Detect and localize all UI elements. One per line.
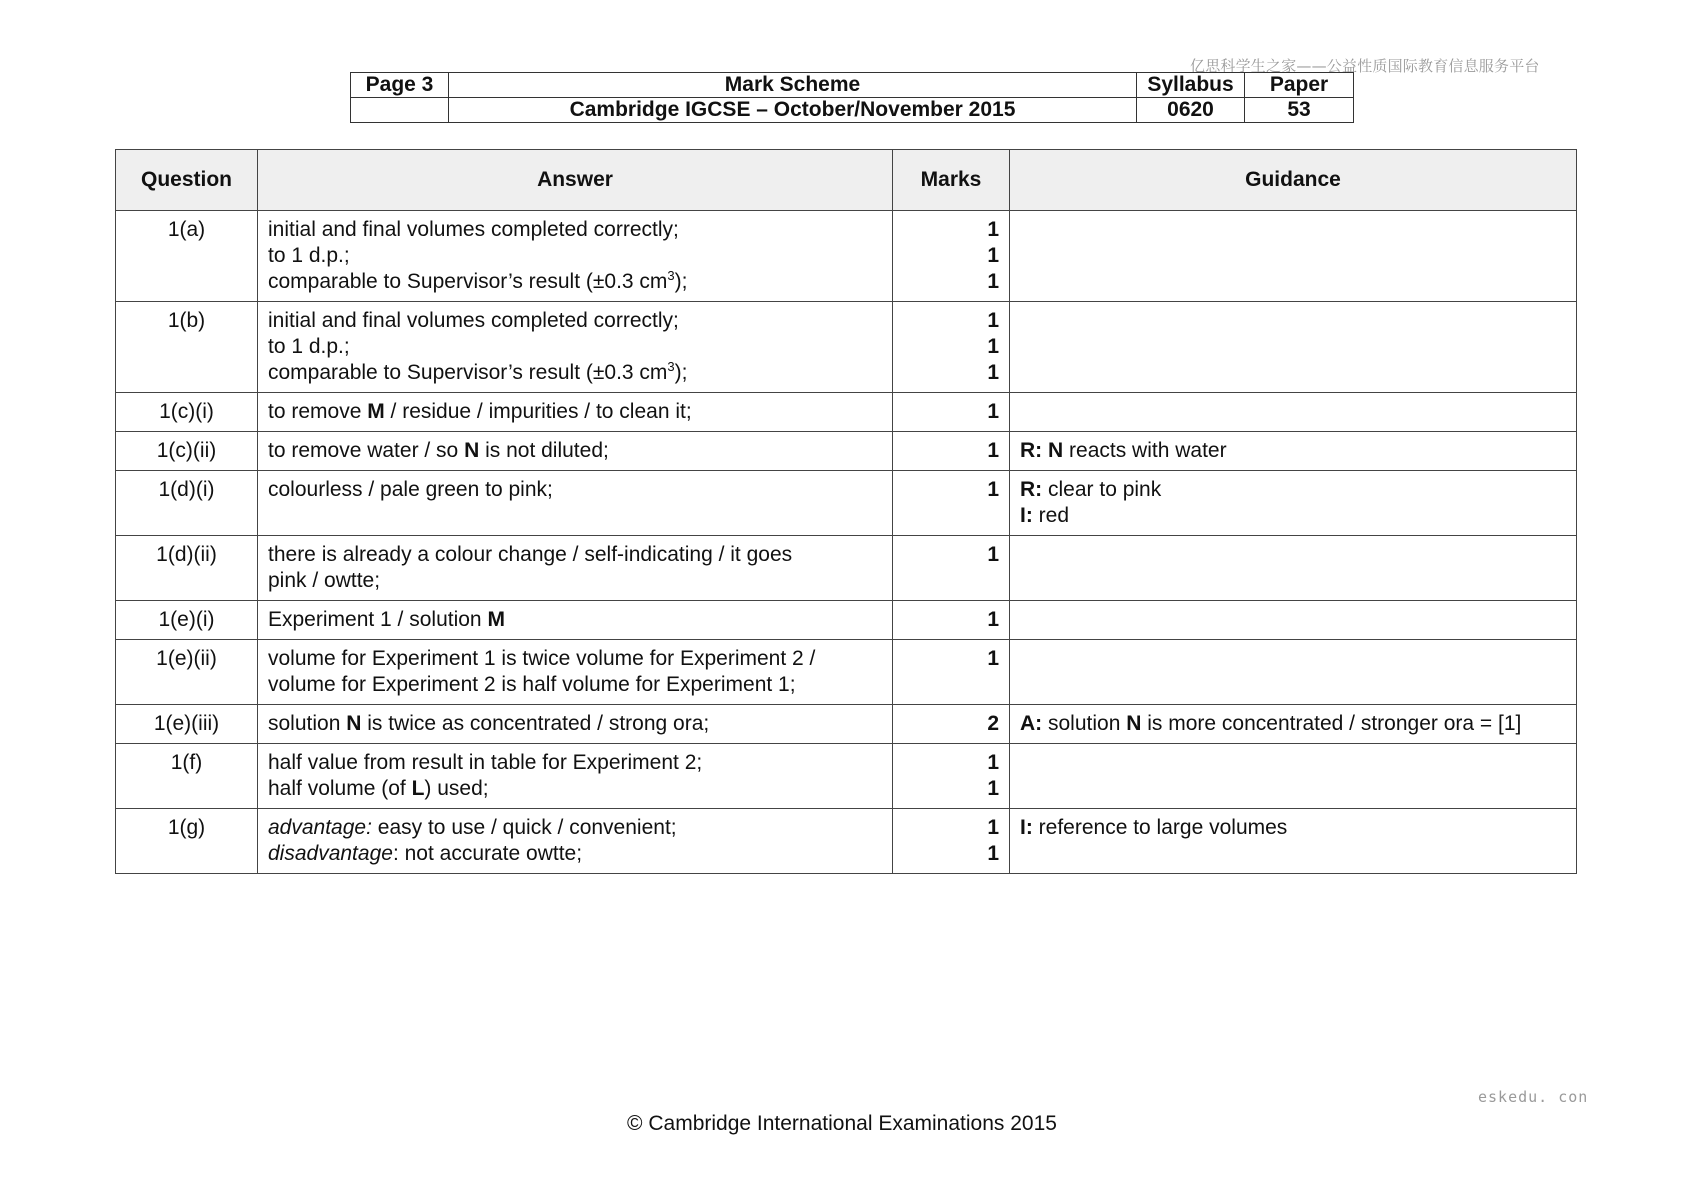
- answer-line: volume for Experiment 1 is twice volume for Experiment 2 /: [268, 647, 816, 670]
- table-row: [116, 601, 1577, 640]
- marks-line: 1: [987, 400, 999, 423]
- answer-line: to 1 d.p.;: [268, 244, 350, 267]
- marks-line: 1: [987, 647, 999, 670]
- marks-cell: [893, 809, 1010, 874]
- marks-cell: [893, 601, 1010, 640]
- guidance-cell: [1010, 393, 1577, 432]
- mark-scheme-label: Mark Scheme: [449, 73, 1137, 98]
- marks-cell: [893, 536, 1010, 601]
- column-header-answer: Answer: [258, 150, 893, 211]
- marks-cell: [893, 471, 1010, 536]
- answer-cell: [258, 393, 893, 432]
- table-row: [116, 536, 1577, 601]
- answer-cell: [258, 302, 893, 393]
- guidance-cell: [1010, 705, 1577, 744]
- guidance-cell: [1010, 744, 1577, 809]
- watermark-top: 亿思科学生之家——公益性质国际教育信息服务平台: [1190, 57, 1540, 75]
- marks-cell: [893, 640, 1010, 705]
- question-cell: 1(d)(i): [116, 471, 258, 536]
- header-table: [350, 72, 1354, 123]
- table-row: [116, 809, 1577, 874]
- table-row: [116, 471, 1577, 536]
- guidance-cell: [1010, 471, 1577, 536]
- marks-cell: [893, 432, 1010, 471]
- syllabus-label: Syllabus: [1137, 73, 1245, 98]
- question-cell: 1(f): [116, 744, 258, 809]
- page-label: Page 3: [351, 73, 449, 98]
- marks-line: 1: [987, 361, 999, 384]
- table-row: [116, 302, 1577, 393]
- guidance-line: I: reference to large volumes: [1020, 816, 1288, 839]
- table-row: [116, 211, 1577, 302]
- answer-line: half volume (of L) used;: [268, 777, 489, 800]
- answer-line: colourless / pale green to pink;: [268, 478, 553, 501]
- question-cell: 1(e)(ii): [116, 640, 258, 705]
- mark-scheme-table: [115, 149, 1577, 874]
- marks-line: 1: [987, 478, 999, 501]
- answer-cell: [258, 705, 893, 744]
- marks-line: 1: [987, 309, 999, 332]
- table-row: [116, 640, 1577, 705]
- marks-cell: [893, 744, 1010, 809]
- question-cell: 1(e)(i): [116, 601, 258, 640]
- column-header-question: Question: [116, 150, 258, 211]
- answer-line: disadvantage: not accurate owtte;: [268, 842, 583, 865]
- answer-cell: [258, 536, 893, 601]
- guidance-line: R: N reacts with water: [1020, 439, 1227, 462]
- marks-line: 1: [987, 244, 999, 267]
- answer-cell: [258, 744, 893, 809]
- question-cell: 1(g): [116, 809, 258, 874]
- guidance-cell: [1010, 640, 1577, 705]
- marks-cell: [893, 302, 1010, 393]
- answer-line: advantage: easy to use / quick / convenient;: [268, 816, 677, 839]
- answer-cell: [258, 471, 893, 536]
- guidance-cell: [1010, 536, 1577, 601]
- syllabus-value: 0620: [1137, 98, 1245, 123]
- answer-line: pink / owtte;: [268, 569, 381, 592]
- watermark-bottom: eskedu. con: [1478, 1088, 1589, 1106]
- table-row: [116, 705, 1577, 744]
- marks-line: 1: [987, 842, 999, 865]
- answer-line: initial and final volumes completed correctly;: [268, 218, 679, 241]
- answer-line: comparable to Supervisor’s result (±0.3 $cm^3$);: [268, 268, 688, 293]
- guidance-line: I: red: [1020, 504, 1070, 527]
- table-row: [116, 432, 1577, 471]
- marks-line: 2: [987, 712, 999, 735]
- marks-line: 1: [987, 608, 999, 631]
- answer-line: volume for Experiment 2 is half volume for Experiment 1;: [268, 673, 796, 696]
- guidance-cell: [1010, 432, 1577, 471]
- column-header-marks: Marks: [893, 150, 1010, 211]
- question-cell: 1(b): [116, 302, 258, 393]
- exam-title: Cambridge IGCSE – October/November 2015: [449, 98, 1137, 123]
- answer-cell: [258, 640, 893, 705]
- guidance-cell: [1010, 809, 1577, 874]
- answer-cell: [258, 601, 893, 640]
- copyright-footer: © Cambridge International Examinations 2015: [627, 1112, 1057, 1135]
- marks-line: 1: [987, 816, 999, 839]
- marks-line: 1: [987, 335, 999, 358]
- question-cell: 1(d)(ii): [116, 536, 258, 601]
- guidance-line: R: clear to pink: [1020, 478, 1162, 501]
- guidance-cell: [1010, 302, 1577, 393]
- marks-line: 1: [987, 543, 999, 566]
- marks-cell: [893, 393, 1010, 432]
- answer-line: to remove M / residue / impurities / to clean it;: [268, 400, 692, 423]
- answer-line: Experiment 1 / solution M: [268, 608, 505, 631]
- question-cell: 1(e)(iii): [116, 705, 258, 744]
- marks-cell: [893, 211, 1010, 302]
- marks-line: 1: [987, 777, 999, 800]
- guidance-cell: [1010, 211, 1577, 302]
- guidance-cell: [1010, 601, 1577, 640]
- marks-line: 1: [987, 751, 999, 774]
- answer-cell: [258, 809, 893, 874]
- question-cell: 1(c)(ii): [116, 432, 258, 471]
- question-cell: 1(a): [116, 211, 258, 302]
- table-row: [116, 744, 1577, 809]
- column-header-guidance: Guidance: [1010, 150, 1577, 211]
- answer-line: there is already a colour change / self-indicating / it goes: [268, 543, 793, 566]
- answer-cell: [258, 211, 893, 302]
- table-row: [116, 393, 1577, 432]
- paper-value: 53: [1245, 98, 1354, 123]
- paper-label: Paper: [1245, 73, 1354, 98]
- answer-line: to 1 d.p.;: [268, 335, 350, 358]
- answer-line: comparable to Supervisor’s result (±0.3 $cm^3$);: [268, 359, 688, 384]
- answer-line: initial and final volumes completed correctly;: [268, 309, 679, 332]
- answer-line: half value from result in table for Experiment 2;: [268, 751, 703, 774]
- marks-line: 1: [987, 270, 999, 293]
- answer-line: solution N is twice as concentrated / strong ora;: [268, 712, 710, 735]
- answer-line: to remove water / so N is not diluted;: [268, 439, 609, 462]
- marks-cell: [893, 705, 1010, 744]
- answer-cell: [258, 432, 893, 471]
- guidance-line: A: solution N is more concentrated / stronger ora = [1]: [1020, 712, 1522, 735]
- question-cell: 1(c)(i): [116, 393, 258, 432]
- marks-line: 1: [987, 218, 999, 241]
- marks-line: 1: [987, 439, 999, 462]
- page-blank-cell: [351, 98, 449, 123]
